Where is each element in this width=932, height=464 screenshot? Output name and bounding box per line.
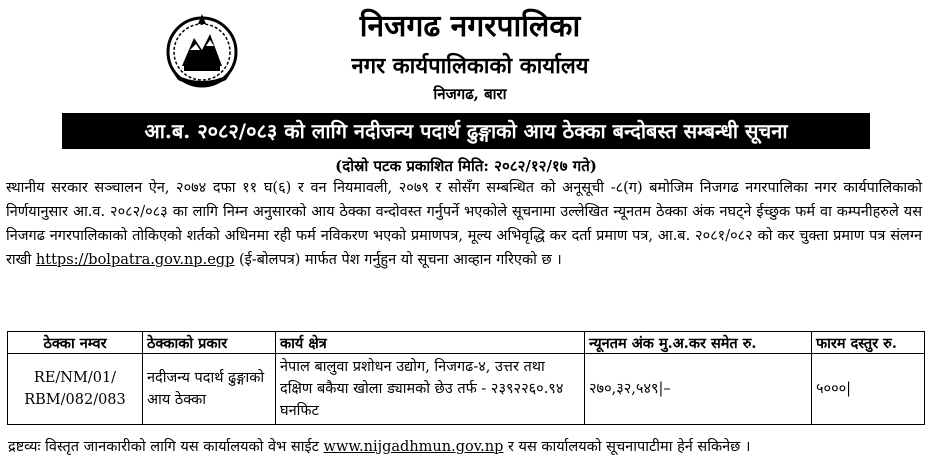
- cell-contract-no: RE/NM/01/ RBM/082/083: [8, 354, 143, 425]
- footer-note: [8, 436, 750, 456]
- cell-work-area: नेपाल बालुवा प्रशोधन उद्योग, निजगढ-४, उत्तर तथा दक्षिण बकैया खोला ड्यामको छेउ तर्फ - २३९२२६०.९४ घनफिट: [276, 354, 585, 425]
- table-header-row: [8, 332, 925, 354]
- cell-min-amount: २७०,३२,५४९|–: [585, 354, 812, 425]
- header-contract-no: ठेक्का नम्वर: [8, 332, 143, 354]
- publication-note: (दोस्रो पटक प्रकाशित मिति: २०८२/१२/१७ गते): [335, 157, 597, 175]
- cell-contract-type: नदीजन्य पदार्थ ढुङ्गाको आय ठेक्का: [143, 354, 276, 425]
- header-form-fee: फारम दस्तुर रु.: [812, 332, 925, 354]
- header-work-area: कार्य क्षेत्र: [276, 332, 585, 354]
- header-min-amount: न्यूनतम अंक मु.अ.कर समेत रु.: [585, 332, 812, 354]
- bolpatra-link[interactable]: https://bolpatra.gov.np.egp: [35, 252, 235, 268]
- notice-body: [6, 176, 922, 272]
- nepal-emblem-icon: [160, 8, 244, 92]
- header-contract-type: ठेक्काको प्रकार: [143, 332, 276, 354]
- website-link[interactable]: www.nijgadhmun.gov.np: [323, 439, 504, 455]
- cell-form-fee: ५०००|: [812, 354, 925, 425]
- footer-text-end: र यस कार्यालयको सूचनापाटीमा हेर्न सकिनेछ ।: [508, 439, 751, 455]
- body-text: स्थानीय सरकार सञ्चालन ऐन, २०७४ दफा ११ घ(६) र वन नियमावली, २०७९ र सोसँग सम्बन्धित को अनूसूची -८(ग) बमोजिम निजगढ नगरपालिका नगर कार्यपालिकाको निर्णयानुसार आ.व. २०८२/०८३ का लागि निम्न अनुसारको आय ठेक्का वन्दोवस्त गर्नुपर्ने भएकोले सूचनामा उल्लेखित न्यूनतम ठेक्का अंक नघट्ने ईच्छुक फर्म वा कम्पनीहरुले यस निजगढ नगरपालिकाको तोकिएको शर्तको अधिनमा रही फर्म नविकरण भएको प्रमाणपत्र, मूल्य अभिवृद्धि कर दर्ता प्रमाण पत्र, आ.ब. २०८१/०८२ को कर चुक्ता प्रमाण पत्र संलग्न राखी: [6, 180, 922, 268]
- notice-title-banner: आ.ब. २०८२/०८३ को लागि नदीजन्य पदार्थ ढुङ्गाको आय ठेक्का बन्दोबस्त सम्बन्धी सूचना: [62, 113, 870, 149]
- office-location: निजगढ, बारा: [433, 85, 507, 103]
- table-row: [8, 354, 925, 425]
- body-text-end: (ई-बोलपत्र) मार्फत पेश गर्नुहुन यो सूचना आव्हान गरिएको छ ।: [238, 252, 562, 268]
- office-title: निजगढ नगरपालिका: [359, 9, 581, 44]
- office-subtitle: नगर कार्यपालिकाको कार्यालय: [351, 53, 589, 79]
- footer-text: द्रष्टव्यः विस्तृत जानकारीको लागि यस कार्यालयको वेभ साईट: [8, 439, 319, 455]
- contract-table: [7, 331, 925, 425]
